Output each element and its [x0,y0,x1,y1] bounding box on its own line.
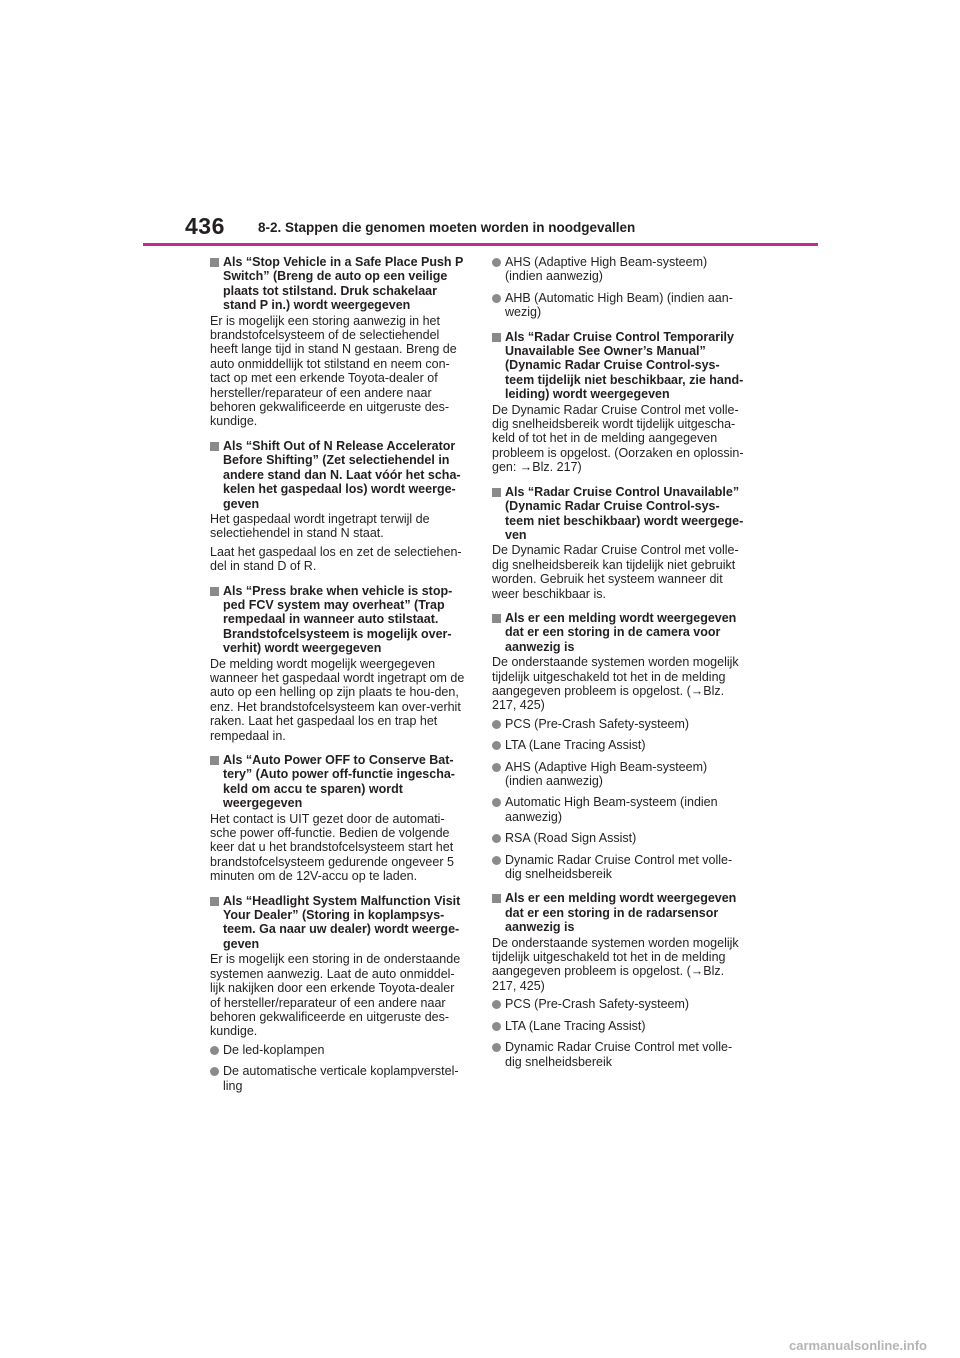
round-bullet-icon [492,834,501,843]
block-heading [492,330,748,402]
list-item [492,291,748,320]
square-bullet-icon [210,587,219,596]
round-bullet-icon [492,763,501,772]
list-item-text: Dynamic Radar Cruise Control met volle-dig snelheidsbereik [505,852,733,882]
round-bullet-icon [210,1046,219,1055]
block-heading [492,611,748,654]
paragraph: Er is mogelijk een storing in de onderstaande systemen aanwezig. Laat de auto onmiddel-lijk nakijken door een erkende Toyota-dealer of hersteller/reparateur of een andere naar behoren gekwalificeerde en uitgeruste des-kundige. [210,952,461,1039]
round-bullet-icon [492,720,501,729]
paragraph: De onderstaande systemen worden mogelijk tijdelijk uitgeschakeld tot het in de melding aangegeven probleem is opgelost. (→Blz. 217, 425) [492,935,739,993]
heading-text: Als “Stop Vehicle in a Safe Place Push P Switch” (Breng de auto op een veilige plaats tot stilstand. Druk schakelaar stand P in.) wordt weergegeven [223,255,464,313]
paragraph: De onderstaande systemen worden mogelijk tijdelijk uitgeschakeld tot het in de melding aangegeven probleem is opgelost. (→Blz. 217, 425) [492,655,739,713]
block-heading [210,439,466,511]
list-item [492,717,748,731]
paragraph: Laat het gaspedaal los en zet de selectiehen-del in stand D of R. [210,544,462,574]
right-column [492,255,748,1079]
heading-text: Als “Auto Power OFF to Conserve Bat-tery” (Auto power off-functie ingescha-keld om accu te sparen) wordt weergegeven [223,753,455,811]
list-item [492,997,748,1011]
list-item-text: AHB (Automatic High Beam) (indien aan-wezig) [505,290,733,320]
square-bullet-icon [492,333,501,342]
list-item [492,760,748,789]
square-bullet-icon [492,488,501,497]
list-item-text: De led-koplampen [223,1042,325,1057]
list-item [492,738,748,752]
square-bullet-icon [492,614,501,623]
round-bullet-icon [492,1000,501,1009]
square-bullet-icon [492,894,501,903]
square-bullet-icon [210,756,219,765]
block-heading [492,485,748,543]
block-heading [492,891,748,934]
list-item [492,831,748,845]
round-bullet-icon [492,1022,501,1031]
heading-text: Als “Press brake when vehicle is stop-ped FCV system may overheat” (Trap rempedaal in wanneer auto stilstaat. Brandstofcelsysteem is mogelijk over-verhit) wordt weergegeven [223,583,453,656]
heading-text: Als er een melding wordt weergegeven dat er een storing in de radarsensor aanwezig is [505,891,737,935]
section-block [492,485,748,601]
section-block [210,894,466,1093]
block-heading [210,584,466,656]
list-item [210,1043,466,1057]
heading-text: Als er een melding wordt weergegeven dat er een storing in de camera voor aanwezig is [505,610,737,654]
list-item-text: Dynamic Radar Cruise Control met volle-dig snelheidsbereik [505,1040,733,1069]
paragraph: De melding wordt mogelijk weergegeven wanneer het gaspedaal wordt ingetrapt om de auto op een helling op zijn plaats te hou-den, enz. Het brandstofcelsysteem kan over-verhit raken. Laat het gaspedaal los en trap het rempedaal in. [210,656,465,743]
list-item [492,1040,748,1069]
left-column [210,255,466,1103]
list-item-text: LTA (Lane Tracing Assist) [505,1018,646,1033]
heading-text: Als “Headlight System Malfunction Visit Your Dealer” (Storing in koplampsys-teem. Ga naar uw dealer) wordt weerge-geven [223,893,461,951]
heading-text: Als “Radar Cruise Control Unavailable” (Dynamic Radar Cruise Control-sys-teem niet beschikbaar) wordt weergege-ven [505,484,744,542]
list-item-text: LTA (Lane Tracing Assist) [505,738,646,753]
list-item-text: De automatische verticale koplampverstel-ling [223,1064,459,1093]
list-item [492,795,748,824]
list-item-text: AHS (Adaptive High Beam-systeem) (indien aanwezig) [505,759,708,788]
square-bullet-icon [210,258,219,267]
list-item-text: RSA (Road Sign Assist) [505,831,637,846]
watermark: carmanualsonline.info [789,1338,927,1353]
header-rule [143,243,818,246]
list-item [492,853,748,882]
round-bullet-icon [492,798,501,807]
list-item [210,1064,466,1093]
section-block [492,255,748,320]
list-item-text: AHS (Adaptive High Beam-systeem) (indien aanwezig) [505,255,708,284]
list-item-text: Automatic High Beam-systeem (indien aanwezig) [505,795,718,824]
paragraph: Het contact is UIT gezet door de automati-sche power off-functie. Bedien de volgende keer dat u het brandstofcelsysteem start het brandstofcelsysteem gedurende ongeveer 5 minuten om de 12V-accu op te laden. [210,811,454,884]
block-heading [210,753,466,811]
round-bullet-icon [492,741,501,750]
list-item-text: PCS (Pre-Crash Safety-systeem) [505,997,690,1012]
section-block [492,611,748,882]
square-bullet-icon [210,897,219,906]
block-heading [210,894,466,952]
paragraph: De Dynamic Radar Cruise Control met volle-dig snelheidsbereik wordt tijdelijk uitgescha-keld of tot het in de melding aangegeven probleem is opgelost. (Oorzaken en oplossin-gen: →Blz. 217) [492,402,744,475]
list-item-text: PCS (Pre-Crash Safety-systeem) [505,716,690,731]
section-block [210,753,466,884]
square-bullet-icon [210,442,219,451]
round-bullet-icon [210,1067,219,1076]
round-bullet-icon [492,258,501,267]
section-block [492,330,748,475]
section-block [210,255,466,429]
list-item [492,255,748,284]
heading-text: Als “Shift Out of N Release Accelerator Before Shifting” (Zet selectiehendel in andere stand dan N. Laat vóór het scha-kelen het gaspedaal los) wordt weerge-geven [223,438,461,511]
heading-text: Als “Radar Cruise Control Temporarily Unavailable See Owner’s Manual” (Dynamic Radar Cruise Control-sys-teem tijdelijk niet beschikbaar, zie hand-leiding) wordt weergegeven [505,329,744,402]
section-block [210,584,466,743]
list-item [492,1019,748,1033]
paragraph: Het gaspedaal wordt ingetrapt terwijl de selectiehendel in stand N staat. [210,511,430,541]
section-block [210,439,466,574]
block-heading [210,255,466,313]
paragraph: De Dynamic Radar Cruise Control met volle-dig snelheidsbereik kan tijdelijk niet gebruikt worden. Gebruik het systeem wanneer dit weer beschikbaar is. [492,543,739,601]
section-title: 8-2. Stappen die genomen moeten worden in noodgevallen [258,220,636,235]
round-bullet-icon [492,1043,501,1052]
page-number: 436 [185,213,225,239]
round-bullet-icon [492,856,501,865]
paragraph: Er is mogelijk een storing aanwezig in het brandstofcelsysteem of de selectiehendel heeft lange tijd in stand N gestaan. Breng de auto onmiddellijk tot stilstand en neem con-tact op met een erkende Toyota-dealer of hersteller/reparateur of een andere naar behoren gekwalificeerde en uitgeruste des-kundige. [210,313,457,429]
section-block [492,891,748,1068]
round-bullet-icon [492,294,501,303]
